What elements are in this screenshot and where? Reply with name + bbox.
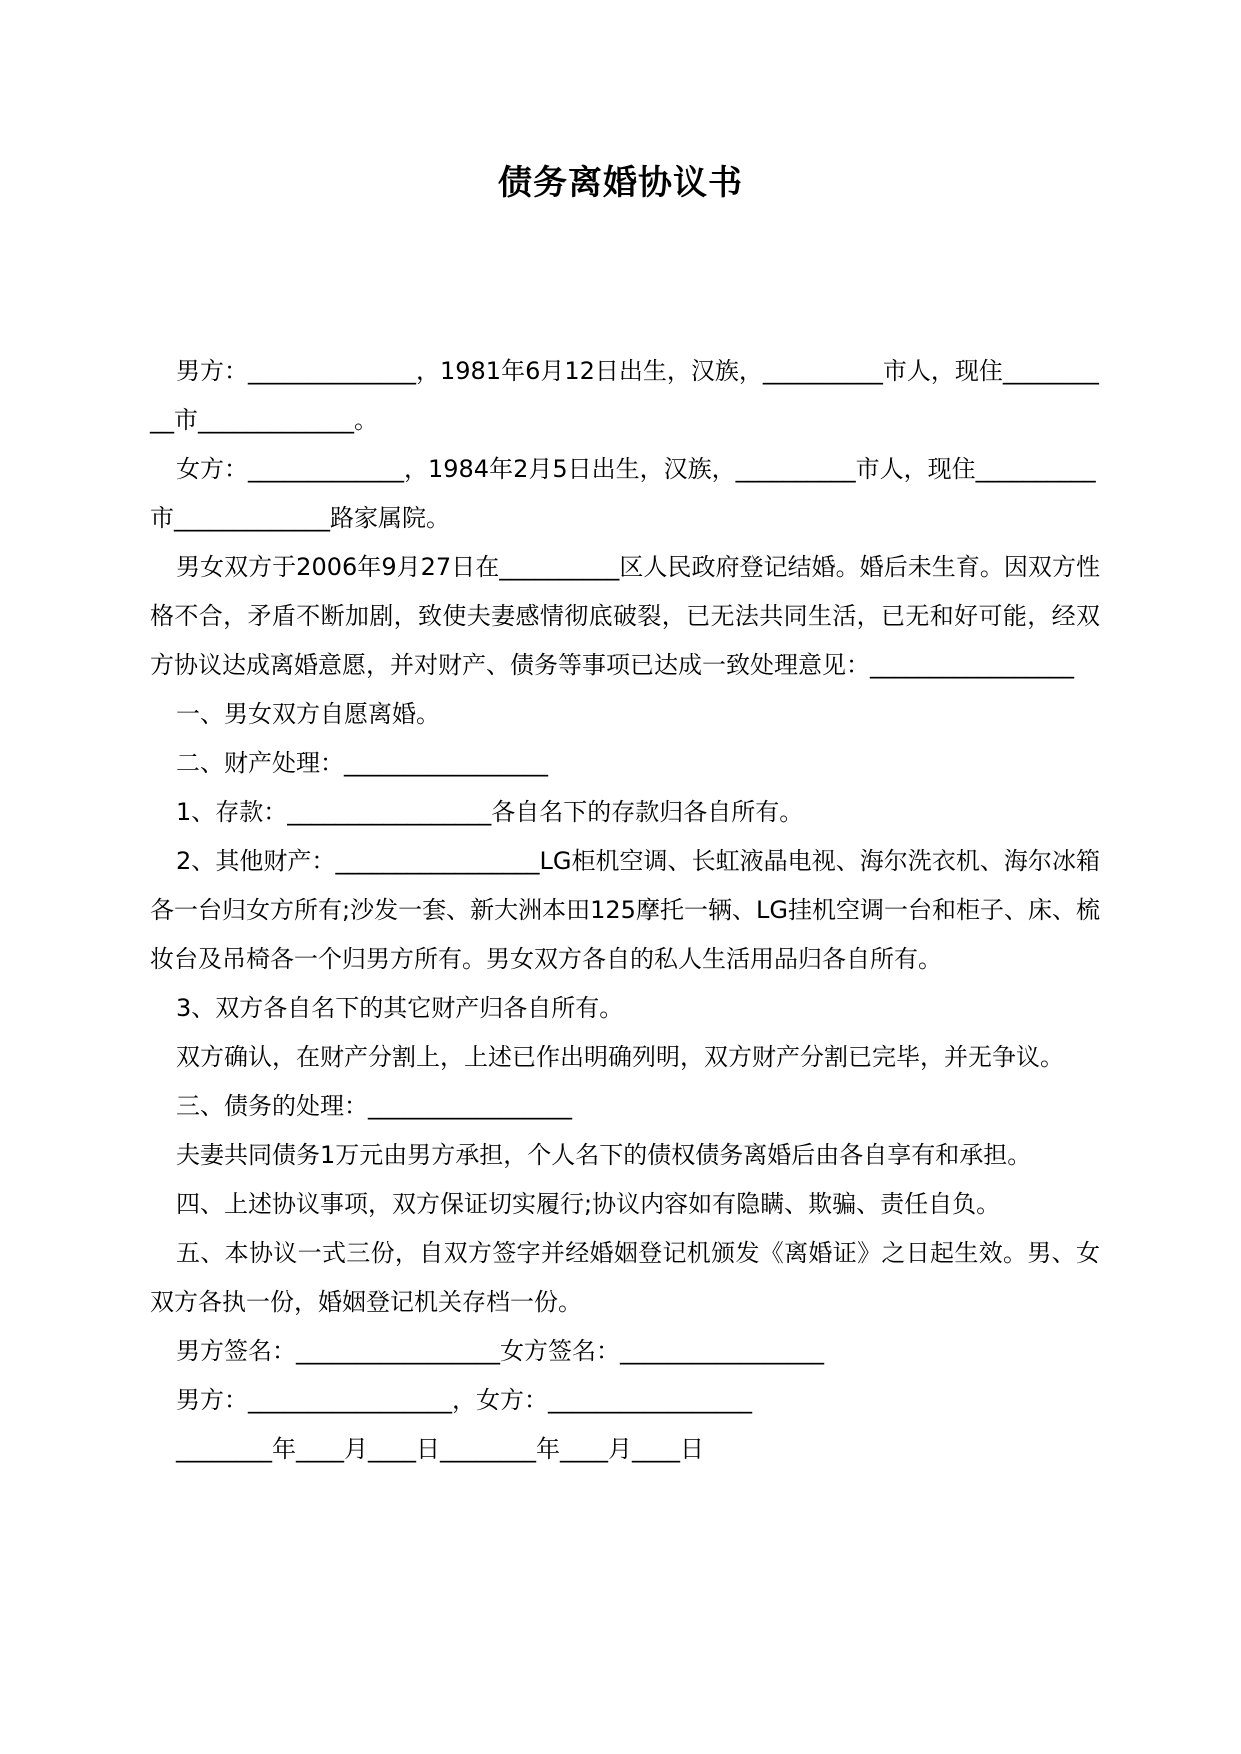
party-female-info: 女方：_____________，1984年2月5日出生，汉族，__________市人，现住__________市_____________路家属院。 — [150, 455, 1096, 532]
debt-handling: 夫妻共同债务1万元由男方承担，个人名下的债权债务离婚后由各自享有和承担。 — [176, 1141, 1032, 1169]
clause-2-3-remaining-property: 3、双方各自名下的其它财产归各自所有。 — [176, 994, 624, 1022]
clause-1-voluntary-divorce: 一、男女双方自愿离婚。 — [176, 700, 440, 728]
marriage-background: 男女双方于2006年9月27日在__________区人民政府登记结婚。婚后未生育。因双方性格不合，矛盾不断加剧，致使夫妻感情彻底破裂，已无法共同生活，已无和好可能，经双方协议达成离婚意愿，并对财产、债务等事项已达成一致处理意见：_________________ — [150, 553, 1100, 679]
clause-4-performance: 四、上述协议事项，双方保证切实履行;协议内容如有隐瞒、欺骗、责任自负。 — [176, 1190, 1001, 1218]
document-body — [150, 347, 1100, 1474]
parties-line: 男方：_________________，女方：_________________ — [176, 1386, 752, 1414]
document-title: 债务离婚协议书 — [498, 163, 743, 203]
signature-line: 男方签名：_________________女方签名：_________________ — [176, 1337, 824, 1365]
clause-5-effectiveness: 五、本协议一式三份，自双方签字并经婚姻登记机颁发《离婚证》之日起生效。男、女双方各执一份，婚姻登记机关存档一份。 — [150, 1239, 1100, 1316]
date-line: ________年____月____日________年____月____日 — [176, 1435, 704, 1463]
clause-2-1-deposits: 1、存款：_________________各自名下的存款归各自所有。 — [176, 798, 804, 826]
party-male-info: 男方：______________，1981年6月12日出生，汉族，__________市人，现住__________市_____________。 — [150, 357, 1099, 434]
clause-2-2-other-property: 2、其他财产：_________________LG柜机空调、长虹液晶电视、海尔洗衣机、海尔冰箱各一台归女方所有;沙发一套、新大洲本田125摩托一辆、LG挂机空调一台和柜子、床、梳妆台及吊椅各一个归男方所有。男女双方各自的私人生活用品归各自所有。 — [150, 847, 1100, 973]
clause-3-debt-heading: 三、债务的处理：_________________ — [176, 1092, 572, 1120]
clause-2-property-heading: 二、财产处理：_________________ — [176, 749, 548, 777]
property-confirmation: 双方确认，在财产分割上，上述已作出明确列明，双方财产分割已完毕，并无争议。 — [176, 1043, 1064, 1071]
